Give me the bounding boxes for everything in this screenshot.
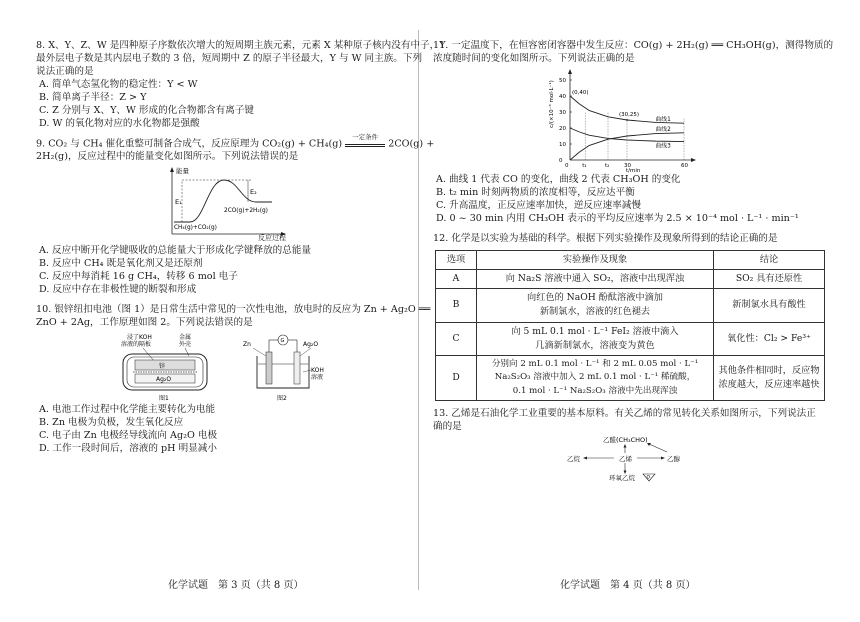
q10-fig2-ag2o-label: Ag₂O <box>303 341 319 348</box>
q12-row-a-conclusion <box>714 269 825 288</box>
svg-text:G: G <box>280 338 285 344</box>
question-8 <box>36 40 446 131</box>
q9-option-c: C. 反应中每消耗 16 g CH₄，转移 6 mol 电子 <box>39 271 238 283</box>
q11-curve1-label: 曲线1 <box>655 117 671 124</box>
q11-stem-line1: 11. 一定温度下，在恒容密闭容器中发生反应：CO(g) + 2H₂(g) ══ CH₃OH(g)，测得物质的 <box>433 40 834 51</box>
q12-row-b-conclusion <box>714 289 825 323</box>
q12-header-operation: 实验操作及现象 <box>477 250 714 269</box>
q9-diagram-ylabel: 能量 <box>176 166 189 175</box>
q12-row-b-operation <box>477 289 714 323</box>
q12-row-b-option: B <box>436 289 477 323</box>
q9-stem-line2: 2H₂(g)，反应过程中的能量变化如图所示。下列说法错误的是 <box>36 151 299 162</box>
q9-product-label: 2CO(g)+2H₂(g) <box>224 207 268 214</box>
q12-row-c-conclusion <box>714 322 825 356</box>
q11-graph-ylabel: c/(×10⁻³ mol·L⁻¹) <box>549 80 555 128</box>
q12-header-option: 选项 <box>436 250 477 269</box>
q11-ytick-label: 40 <box>559 93 566 100</box>
q12-row-d-operation <box>477 356 714 401</box>
q11-xtick-label: 30 <box>624 162 631 169</box>
q10-stem-line1: 10. 银锌纽扣电池（图 1）是日常生活中常见的一次性电池，放电时的反应为 Zn + Ag₂O ══ <box>36 304 431 316</box>
q8-stem-line3: 说法正确的是 <box>36 65 94 77</box>
q9-reaction-arrow <box>345 132 385 150</box>
table-row <box>436 322 825 356</box>
q13-conversion-diagram <box>559 434 699 486</box>
q9-energy-diagram <box>152 164 292 238</box>
q9-equation-right: 2CO(g) + <box>388 138 435 150</box>
q13-stem-line1: 13. 乙烯是石油化学工业重要的基本原料。有关乙烯的常见转化关系如图所示，下列说法正 <box>433 408 816 419</box>
question-12 <box>433 233 825 401</box>
right-column <box>433 40 834 486</box>
q10-option-b: B. Zn 电极为负极，发生氧化反应 <box>39 416 184 428</box>
q11-point1-label: (0,40) <box>572 89 589 96</box>
q12-row-d-conclusion <box>714 356 825 401</box>
q10-figures <box>36 332 408 402</box>
q10-fig1-caption: 图1 <box>159 395 169 402</box>
q12-row-c-op-line2: 几滴新制氯水，溶液变为黄色 <box>535 339 655 351</box>
left-column <box>36 40 446 456</box>
q9-diagram-xlabel: 反应过程 <box>258 233 286 242</box>
table-row <box>436 289 825 323</box>
q11-ytick-label: 10 <box>559 141 566 148</box>
q12-row-a-option: A <box>436 269 477 288</box>
table-row <box>436 269 825 288</box>
q8-stem-line2: 最外层电子数是其内层电子数的 3 倍，短周期中 Z 的原子半径最大，Y 与 W 同主族。下列 <box>36 52 423 64</box>
q12-row-b-op-line2: 新制氯水，溶液的红色褪去 <box>539 306 651 318</box>
q11-concentration-graph <box>544 66 714 174</box>
q10-fig1-label-shell2: 外壳 <box>179 341 192 348</box>
q10-option-d: D. 工作一段时间后，溶液的 pH 明显减小 <box>39 442 217 454</box>
q11-option-d: D. 0 ~ 30 min 内用 CH₃OH 表示的平均反应速率为 2.5 × 10⁻⁴ mol · L⁻¹ · min⁻¹ <box>436 212 799 224</box>
q12-row-d-concl-line2: 浓度越大，反应速率越快 <box>718 379 820 391</box>
q9-reactant-label: CH₄(g)+CO₂(g) <box>174 224 217 231</box>
q11-point2-label: (30,25) <box>619 111 640 118</box>
q9-option-a: A. 反应中断开化学键吸收的总能量大于形成化学键释放的总能量 <box>39 245 312 257</box>
q11-option-c: C. 升高温度，正反应速率加快，逆反应速率减慢 <box>436 199 641 211</box>
q11-xtick-label: 60 <box>681 162 688 169</box>
q11-xtick-label: t₂ <box>605 162 610 169</box>
q13-node-ethane: 乙烷 <box>567 454 580 463</box>
q10-fig2-caption: 图2 <box>277 395 287 402</box>
q9-condition-label: 一定条件 <box>352 132 379 141</box>
q10-stem-line2: ZnO + 2Ag，工作原理如图 2。下列说法错误的是 <box>36 317 253 329</box>
q10-fig1-zn-label: 锌 <box>159 363 166 370</box>
q12-row-d-concl-line1: 其他条件相同时，反应物 <box>718 364 820 376</box>
q12-row-c-op-line1: 向 5 mL 0.1 mol · L⁻¹ FeI₂ 溶液中滴入 <box>511 325 679 337</box>
q10-fig1-label-shell1: 金属 <box>179 334 192 341</box>
q8-option-c: C. Z 分别与 X、Y、W 形成的化合物都含有离子键 <box>39 104 255 116</box>
table-row <box>436 356 825 401</box>
q9-option-b: B. 反应中 CH₄ 既是氧化剂又是还原剂 <box>39 258 203 270</box>
q10-fig2-koh-label1: KOH <box>311 367 324 374</box>
q12-stem: 12. 化学是以实验为基础的科学。根据下列实验操作及现象所得到的结论正确的是 <box>433 232 778 244</box>
q11-option-b: B. t₂ min 时刻两物质的浓度相等，反应达平衡 <box>436 186 635 198</box>
q10-option-c: C. 电子由 Zn 电极经导线流向 Ag₂O 电极 <box>39 429 218 441</box>
q12-row-a-op-line1: 向 Na₂S 溶液中通入 SO₂，溶液中出现浑浊 <box>505 272 685 284</box>
q12-row-a-concl-line1: SO₂ 具有还原性 <box>735 272 803 284</box>
q12-row-a-operation <box>477 269 714 288</box>
q12-row-b-concl-line1: 新制氯水具有酸性 <box>732 299 806 311</box>
q12-row-c-concl-line1: 氧化性：Cl₂ > Fe³⁺ <box>727 332 811 344</box>
q10-fig2-zn-label: Zn <box>243 341 251 348</box>
q9-option-d: D. 反应中存在非极性键的断裂和形成 <box>39 284 197 296</box>
q9-e1-label: E₁ <box>175 197 182 206</box>
q12-row-b-op-line1: 向红色的 NaOH 酚酞溶液中滴加 <box>527 292 663 304</box>
q10-fig1-label-separator2: 溶液的隔板 <box>121 341 152 348</box>
q12-row-c-option: C <box>436 322 477 356</box>
q12-table <box>435 250 825 401</box>
q13-node-ethylene-oxide: 环氧乙烷 <box>609 473 635 482</box>
q11-origin-label: 0 <box>565 162 569 169</box>
q11-curve3-label: 曲线3 <box>655 143 671 150</box>
q9-stem-line1 <box>36 132 435 151</box>
q8-stem-line1: 8. X、Y、Z、W 是四种原子序数依次增大的短周期主族元素，元素 X 某种原子核内没有中子，Y <box>36 40 446 51</box>
q12-row-c-operation <box>477 322 714 356</box>
question-10 <box>36 304 431 456</box>
q8-option-d: D. W 的氧化物对应的水化物都是强酸 <box>39 117 200 129</box>
q12-header-row <box>436 250 825 269</box>
question-9 <box>36 132 435 298</box>
q13-node-ethanol: 乙醇 <box>667 454 680 463</box>
q10-fig2-koh-label2: 溶液 <box>311 374 324 381</box>
q12-row-d-option: D <box>436 356 477 401</box>
q13-node-acetaldehyde: 乙醛(CH₃CHO) <box>603 435 648 444</box>
q11-graph-xlabel: t/min <box>626 167 641 174</box>
q10-option-a: A. 电池工作过程中化学能主要转化为电能 <box>39 404 216 415</box>
q11-ytick-label: 20 <box>559 125 566 132</box>
q11-ytick-label: 30 <box>559 109 566 116</box>
q10-fig1-label-separator1: 浸了KOH <box>127 334 152 341</box>
q10-fig1-ag2o-label: Ag₂O <box>156 376 172 383</box>
footer-page-4: 化学试题 第 4 页（共 8 页） <box>560 580 696 591</box>
q11-curve2-label: 曲线2 <box>655 126 671 133</box>
q12-row-d-op-line1: 分别向 2 mL 0.1 mol · L⁻¹ 和 2 mL 0.05 mol · L⁻¹ <box>491 359 699 370</box>
q10-figure2-cell-setup <box>241 332 331 402</box>
q11-ytick-label: 50 <box>559 77 566 84</box>
question-13 <box>433 408 825 486</box>
q11-xtick-label: t₁ <box>582 162 587 169</box>
svg-text:O: O <box>646 475 651 481</box>
q8-option-a: A. 简单气态氢化物的稳定性：Y < W <box>39 78 198 90</box>
q12-row-d-op-line3: 0.1 mol · L⁻¹ Na₂S₂O₃ 溶液中先出现浑浊 <box>512 385 678 396</box>
question-11 <box>433 40 834 226</box>
q11-ytick-label: 0 <box>559 157 563 164</box>
q8-option-b: B. 简单离子半径：Z > Y <box>39 91 147 103</box>
q12-row-d-op-line2: Na₂S₂O₃ 溶液中加入 2 mL 0.1 mol · L⁻¹ 稀硫酸， <box>494 372 696 383</box>
q11-stem-line2: 浓度随时间的变化如图所示。下列说法正确的是 <box>433 52 635 64</box>
q11-option-a: A. 曲线 1 代表 CO 的变化，曲线 2 代表 CH₃OH 的变化 <box>436 173 681 185</box>
q12-header-conclusion: 结论 <box>714 250 825 269</box>
footer-page-3: 化学试题 第 3 页（共 8 页） <box>168 580 304 591</box>
q10-figure1-button-cell <box>113 332 223 402</box>
q9-equation-left: 9. CO₂ 与 CH₄ 催化重整可制备合成气，反应原理为 CO₂(g) + CH₄(g) <box>36 138 343 150</box>
q13-node-ethylene: 乙烯 <box>619 454 632 463</box>
q9-e2-label: E₂ <box>250 187 257 196</box>
q13-stem-line2: 确的是 <box>433 420 462 432</box>
